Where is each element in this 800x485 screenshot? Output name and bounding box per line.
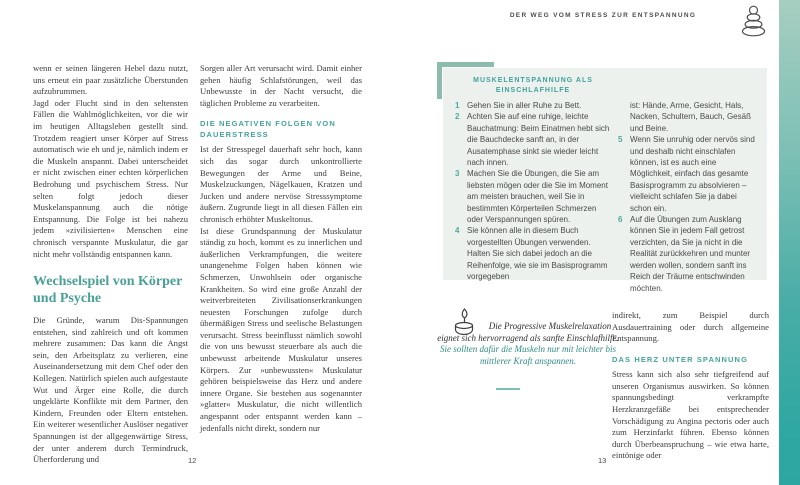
running-title: DER WEG VOM STRESS ZUR ENTSPANNUNG — [509, 12, 697, 19]
paragraph: Sorgen aller Art verursacht wird. Damit einher gehen häufig Schlafstörungen, weil das Unbewusste in der Nacht versucht, die täglichen Probleme zu verarbeiten. — [200, 63, 362, 108]
list-number: 2 — [455, 112, 460, 122]
list-number: 1 — [455, 101, 460, 110]
list-item: 6 Auf die Übungen zum Ausklang können Sie in jedem Fall getrost verzichten, da Sie ja nicht in die Realität zurückkehren und munter werden wollen, sondern sanft ins Reich der Träume entschwinden möchten. — [618, 215, 751, 293]
tip-quote — [437, 321, 619, 367]
list-item: 4 Sie können alle in diesem Buch vorgestellten Übungen verwenden. Halten Sie sich dabei jedoch an die Reihenfolge, wie sie im Basisprogramm vorgegeben — [455, 226, 608, 282]
subsection-heading: DIE NEGATIVEN FOLGEN VON DAUERSTRESS — [200, 119, 336, 139]
list-number: 4 — [455, 226, 460, 236]
info-box-column-2 — [618, 68, 756, 294]
stacked-stones-icon — [740, 5, 767, 42]
paragraph: indirekt, zum Beispiel durch Ausdauertraining oder durch allgemeine Entspannung. — [612, 310, 769, 344]
list-item: 5 Wenn Sie unruhig oder nervös sind und deshalb nicht einschlafen können, ist es auch eine Möglichkeit, einfach das gesamte Basisprogramm zu absolvieren – vielleicht schlafen Sie ja dabei schon ein. — [618, 135, 755, 213]
list-item-continuation: ist: Hände, Arme, Gesicht, Hals, Nacken, Schultern, Bauch, Gesäß und Beine. — [618, 100, 756, 134]
list-number: 5 — [618, 135, 623, 145]
paragraph: Ist diese Grundspannung der Muskulatur ständig zu hoch, kommt es zu innerlichen und äußerlichen Verkrampfungen, die weitere unangenehme Folgen haben können wie Schmerzen, Unwohlsein oder organische Krankheiten. So wird eine große Anzahl der weitverbreiteten Zivilisationserkrankungen neuesten Forschungen zufolge durch übermäßigen Stress und seelische Belastungen verursacht. Stress beeinflusst nämlich sowohl die von uns bewusst steuerbare als auch die unbewusst arbeitende Muskulatur unseres Körpers. Zur »unbewussten« Muskulatur gehören beispielsweise das Herz und andere innere Organe. Sie bestehen aus sogenannter »glatter« Muskulatur, die nicht willentlich angespannt oder entspannt werden kann – jedenfalls nicht direkt, sondern nur — [200, 225, 362, 433]
page-edge-accent-bar — [779, 0, 800, 485]
subsection-heading: DAS HERZ UNTER SPANNUNG — [612, 354, 748, 364]
paragraph: wenn er seinen längeren Hebel dazu nutzt, uns erneut ein paar zusätzliche Überstunden aufzubrummen. — [33, 63, 188, 97]
paragraph: Ist der Stresspegel dauerhaft sehr hoch, kann sich das sogar durch unkontrollierte Bewegungen der Arme und Beine, Muskelzuckungen, Nägelkauen, Kratzen und Jucken und andere nervöse Stresssymptome äußern. Zugrunde liegt in all diesen Fällen ein chronisch erhöhter Muskeltonus. — [200, 144, 362, 224]
section-heading: Wechselspiel von Körper und Psyche — [33, 274, 183, 306]
tip-quote-highlight: Sie sollten dafür die Muskeln nur mit leichter bis mittlerer Kraft anspannen. — [440, 344, 616, 366]
paragraph: Die Gründe, warum Dis-Spannungen entstehen, sind zahlreich und oft kommen mehrere zusammen: Das kann die Angst sein, den Arbeitsplatz zu verlieren, eine Auseinandersetzung mit dem Chef oder den Kollegen. Natürlich spielen auch aufgestaute Wut und Ärger eine Rolle, die durch ungeklärte Konflikte mit dem Partner, den Kindern, Freunden oder Eltern entstehen. Ein weiterer wesentlicher Auslöser negativer Spannungen ist der allgegenwärtige Stress, der unter anderem durch Termindruck, Überforderung und — [33, 315, 188, 465]
list-number — [618, 100, 630, 134]
list-item: 2 Achten Sie auf eine ruhige, leichte Bauchatmung: Beim Einatmen hebt sich die Bauchdecke sanft an, in der Ausatemphase sinkt sie wieder leicht nach innen. — [455, 112, 610, 168]
page-number-left: 12 — [188, 456, 197, 465]
list-number: 3 — [455, 169, 460, 179]
info-box-column-1 — [455, 68, 611, 283]
tip-divider-rule — [496, 388, 520, 390]
list-number: 6 — [618, 215, 623, 225]
list-item: 3 Machen Sie die Übungen, die Sie am liebsten mögen oder die Sie im Moment am meisten brauchen, weil Sie in bestimmten Körperteilen Schmerzen oder Verspannungen spüren. — [455, 169, 608, 225]
list-item: 1 Gehen Sie in aller Ruhe zu Bett. — [455, 101, 582, 110]
left-page-column-2 — [200, 63, 362, 434]
info-box — [443, 68, 767, 293]
paragraph: Stress kann sich also sehr tiefgreifend auf unseren Organismus auswirken. So können spannungsbedingt verkrampfte Herzkranzgefäße bei entsprechender Vorschädigung zu Angina pectoris oder auch zum Herzinfarkt führen. Ebenso können durch Überbeanspruchung – wie etwa harte, eintönige oder — [612, 369, 769, 461]
left-page-column-1 — [33, 63, 188, 466]
quote-icon-spacer — [437, 321, 481, 332]
tip-quote-normal: Die Progressive Muskelrelaxation eignet sich hervorragend als sanfte Einschlafhilfe. — [437, 321, 619, 343]
paragraph: Jagd oder Flucht sind in den seltensten Fällen die Wahlmöglichkeiten, vor die wir im heutigen Alltagsleben gestellt sind. Trotzdem reagiert unser Körper auf Stress automatisch wie eh und je, nämlich indem er die Muskeln anspannt. Dabei unterscheidet er nicht zwischen einer echten körperlichen Bedrohung und psychischem Stress. Nur selten folgt jedoch dieser Muskelanspannung auch die nötige Entspannung. Die Folge ist bei nahezu jedem »zivilisierten« Menschen eine chronisch verspannte Muskulatur, die gar nicht mehr vollständig entspannen kann. — [33, 97, 188, 259]
info-box-title: MUSKELENTSPANNUNG ALS EINSCHLAFHILFE — [473, 77, 593, 94]
right-page-column-2 — [612, 310, 769, 462]
page-number-right: 13 — [598, 456, 607, 465]
